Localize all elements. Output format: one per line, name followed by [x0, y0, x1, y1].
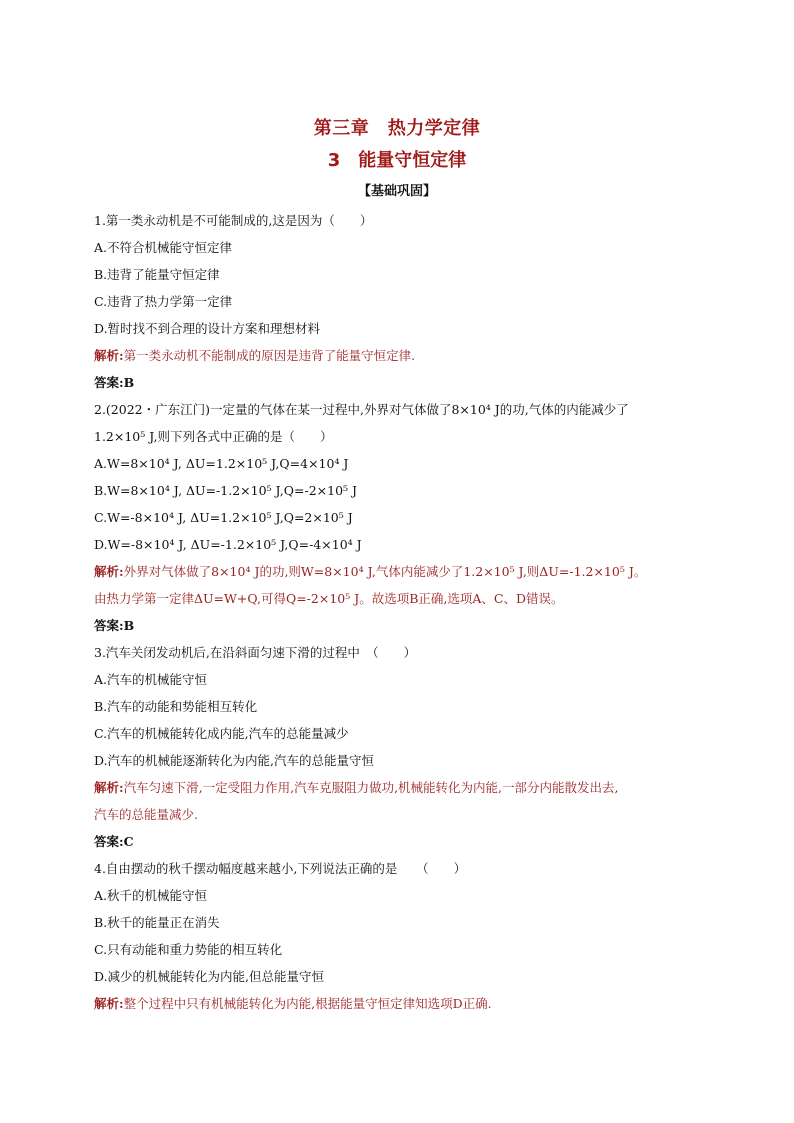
option-c: C.违背了热力学第一定律 [94, 294, 233, 309]
analysis-text: 汽车匀速下滑,一定受阻力作用,汽车克服阻力做功,机械能转化为内能,一部分内能散发出去, [123, 780, 619, 795]
option-a: A.汽车的机械能守恒 [94, 672, 208, 687]
analysis-label: 解析: [94, 564, 124, 579]
question-stem: 1.第一类永动机是不可能制成的,这是因为（ ） [94, 213, 373, 228]
question-stem: 2.(2022・广东江门)一定量的气体在某一过程中,外界对气体做了8×10⁴ J的功,气体的内能减少了 [94, 402, 629, 417]
analysis-cont: 汽车的总能量减少. [94, 807, 198, 822]
question-4 [94, 855, 714, 1017]
question-list [94, 207, 714, 1017]
option-c: C.只有动能和重力势能的相互转化 [94, 942, 283, 957]
answer-label: 答案: [94, 834, 124, 849]
option-b: B.W=8×10⁴ J, ΔU=-1.2×10⁵ J,Q=-2×10⁵ J [94, 483, 358, 498]
answer-value: B [123, 618, 135, 633]
question-1 [94, 207, 714, 396]
option-b: B.违背了能量守恒定律 [94, 267, 220, 282]
analysis-text: 整个过程中只有机械能转化为内能,根据能量守恒定律知选项D正确. [123, 996, 492, 1011]
analysis [94, 990, 714, 1017]
question-3 [94, 639, 714, 855]
analysis-label: 解析: [94, 348, 124, 363]
analysis-text: 第一类永动机不能制成的原因是违背了能量守恒定律. [123, 348, 416, 363]
answer-label: 答案: [94, 375, 124, 390]
question-stem: 3.汽车关闭发动机后,在沿斜面匀速下滑的过程中 （ ） [94, 645, 417, 660]
option-a: A.秋千的机械能守恒 [94, 888, 208, 903]
option-d: D.W=-8×10⁴ J, ΔU=-1.2×10⁵ J,Q=-4×10⁴ J [94, 537, 362, 552]
section-title: 3 能量守恒定律 [327, 150, 467, 171]
answer-label: 答案: [94, 618, 124, 633]
option-d: D.减少的机械能转化为内能,但总能量守恒 [94, 969, 325, 984]
analysis-label: 解析: [94, 996, 124, 1011]
option-c: C.W=-8×10⁴ J, ΔU=1.2×10⁵ J,Q=2×10⁵ J [94, 510, 353, 525]
option-a: A.W=8×10⁴ J, ΔU=1.2×10⁵ J,Q=4×10⁴ J [94, 456, 349, 471]
question-stem: 4.自由摆动的秋千摆动幅度越来越小,下列说法正确的是 （ ） [94, 861, 467, 876]
section-label: 【基础巩固】 [357, 184, 436, 199]
option-b: B.秋千的能量正在消失 [94, 915, 220, 930]
answer [94, 828, 714, 855]
answer [94, 369, 714, 396]
question-2 [94, 396, 714, 639]
analysis [94, 774, 714, 801]
answer [94, 612, 714, 639]
option-d: D.汽车的机械能逐渐转化为内能,汽车的总能量守恒 [94, 753, 375, 768]
analysis-text: 外界对气体做了8×10⁴ J的功,则W=8×10⁴ J,气体内能减少了1.2×10⁵ J,则ΔU=-1.2×10⁵ J。 [123, 564, 647, 579]
analysis [94, 342, 714, 369]
answer-value: B [123, 375, 135, 390]
answer-value: C [123, 834, 134, 849]
question-stem-cont: 1.2×10⁵ J,则下列各式中正确的是（ ） [94, 429, 333, 444]
option-c: C.汽车的机械能转化成内能,汽车的总能量减少 [94, 726, 349, 741]
option-d: D.暂时找不到合理的设计方案和理想材料 [94, 321, 321, 336]
analysis [94, 558, 714, 585]
option-b: B.汽车的动能和势能相互转化 [94, 699, 258, 714]
analysis-label: 解析: [94, 780, 124, 795]
analysis-cont: 由热力学第一定律ΔU=W+Q,可得Q=-2×10⁵ J。故选项B正确,选项A、C、D错误。 [94, 591, 564, 606]
chapter-title: 第三章 热力学定律 [313, 118, 481, 139]
option-a: A.不符合机械能守恒定律 [94, 240, 233, 255]
